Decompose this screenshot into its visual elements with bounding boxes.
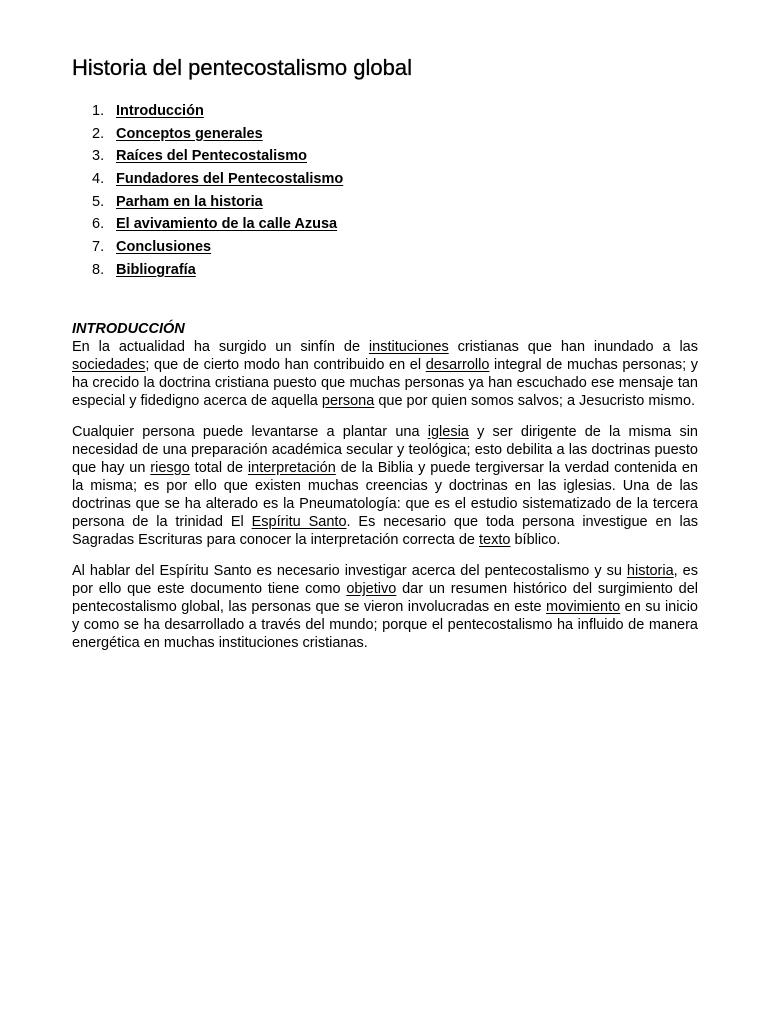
toc-item-number: 5. (92, 193, 105, 210)
paragraph-text: En la actualidad ha surgido un sinfín de (72, 338, 369, 355)
paragraph-text: integral de muchas personas; y ha crecido la doctrina cristiana puesto que muchas personas ya han escuchado ese mensaje tan especial y fidedigno acerca de aquella (72, 356, 698, 409)
paragraph-2 (72, 423, 698, 549)
toc-link-parham[interactable]: Parham en la historia (116, 193, 263, 210)
paragraph-text: ; que de cierto modo han contribuido en el (145, 356, 426, 373)
toc-item-parham (72, 191, 698, 214)
link-riesgo[interactable]: riesgo (150, 459, 190, 476)
toc-item-number: 7. (92, 239, 105, 256)
paragraph-text: , es por ello que este documento tiene como (72, 562, 698, 597)
document-title: Historia del pentecostalismo global (72, 55, 412, 80)
link-iglesia[interactable]: iglesia (427, 423, 469, 440)
link-historia[interactable]: historia (626, 562, 674, 579)
toc-link-conclusiones[interactable]: Conclusiones (116, 239, 212, 256)
toc-item-number: 3. (92, 148, 105, 165)
link-persona[interactable]: persona (321, 392, 375, 409)
toc-item-number: 2. (92, 125, 105, 142)
toc-item-number: 4. (92, 171, 105, 188)
toc-item-avivamiento (72, 213, 698, 236)
toc-link-raices[interactable]: Raíces del Pentecostalismo (116, 148, 307, 165)
toc-item-number: 6. (92, 216, 105, 233)
paragraph-text: que por quien somos salvos; a Jesucristo mismo. (374, 392, 696, 409)
table-of-contents (72, 100, 698, 282)
toc-item-fundadores (72, 168, 698, 191)
paragraph-text: dar un resumen histórico del surgimiento del pentecostalismo global, las personas que se vieron involucradas en este (72, 580, 698, 615)
toc-link-introduccion[interactable]: Introducción (116, 103, 204, 119)
toc-item-number: 1. (92, 103, 105, 119)
toc-item-conceptos-generales (72, 123, 698, 146)
toc-link-bibliografia[interactable]: Bibliografía (116, 261, 196, 278)
section-heading: INTRODUCCIÓN (72, 320, 185, 337)
toc-item-conclusiones (72, 236, 698, 259)
paragraph-text: cristianas que han inundado a las (448, 338, 698, 355)
link-interpretacion[interactable]: interpretación (247, 459, 336, 476)
paragraph-text: de la Biblia y puede tergiversar la verdad contenida en la misma; es por ello que existen muchas creencias y doctrinas en las iglesias. Una de las doctrinas que se ha alterado es la Pneumatología: que es el estudio sistematizado de la tercera persona de la trinidad El (72, 459, 698, 530)
link-espiritu-santo[interactable]: Espíritu Santo (251, 513, 347, 530)
paragraph-3 (72, 562, 698, 652)
paragraph-text: en su inicio y como se ha desarrollado a través del mundo; porque el pentecostalismo ha influido de manera energética en muchas instituciones cristianas. (72, 598, 698, 651)
toc-link-avivamiento[interactable]: El avivamiento de la calle Azusa (116, 216, 338, 233)
paragraph-text: total de (189, 459, 248, 476)
paragraph-text: bíblico. (510, 531, 561, 548)
link-instituciones[interactable]: instituciones (368, 338, 449, 355)
paragraph-text: y ser dirigente de la misma sin necesidad de una preparación académica secular y teológica; esto debilita a las doctrinas puesto que hay un (72, 423, 698, 476)
toc-item-raices (72, 145, 698, 168)
link-sociedades[interactable]: sociedades (72, 356, 146, 373)
introduction-section (72, 320, 698, 652)
paragraph-text: Al hablar del Espíritu Santo es necesario investigar acerca del pentecostalismo y su (72, 562, 627, 579)
paragraph-1 (72, 338, 698, 410)
document-page (72, 52, 698, 665)
link-texto[interactable]: texto (479, 531, 511, 548)
toc-link-conceptos-generales[interactable]: Conceptos generales (116, 125, 263, 142)
toc-item-introduccion (72, 100, 698, 123)
link-movimiento[interactable]: movimiento (546, 598, 621, 615)
toc-item-number: 8. (92, 261, 105, 278)
paragraph-text: . Es necesario que toda persona investigue en las Sagradas Escrituras para conocer la interpretación correcta de (72, 513, 699, 548)
paragraph-text: Cualquier persona puede levantarse a plantar una (72, 423, 428, 440)
toc-link-fundadores[interactable]: Fundadores del Pentecostalismo (116, 171, 344, 188)
toc-item-bibliografia (72, 259, 698, 282)
link-objetivo[interactable]: objetivo (346, 580, 397, 597)
link-desarrollo[interactable]: desarrollo (425, 356, 490, 373)
